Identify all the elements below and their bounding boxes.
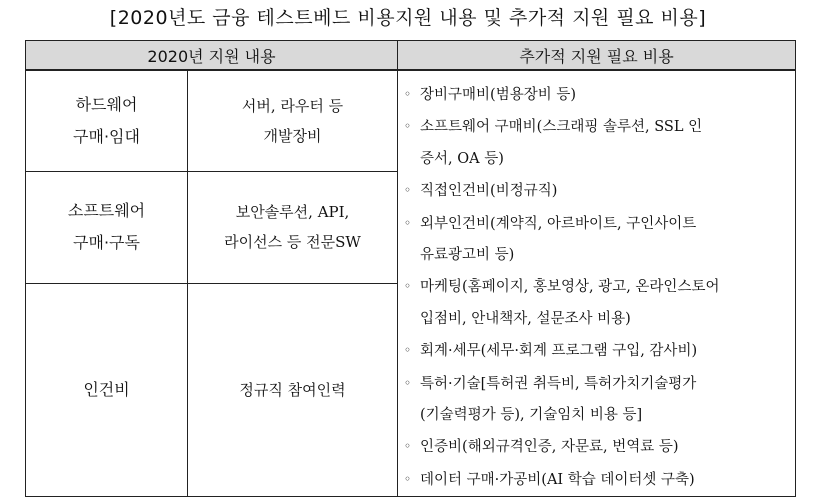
bullet-icon: ◦ [404, 279, 412, 294]
cost-item [404, 79, 795, 111]
bullet-icon: ◦ [404, 471, 412, 486]
bullet-icon: ◦ [404, 87, 412, 101]
cost-item-text: 입점비, 안내책자, 설문조사 비용) [420, 310, 631, 327]
bullet-icon: ◦ [404, 343, 412, 358]
cost-item-continuation [404, 144, 795, 175]
bullet-icon: ◦ [404, 375, 412, 390]
support-cost-table [25, 40, 796, 497]
bullet-icon: ◦ [404, 183, 412, 198]
detail-line: 보안솔루션, API, [235, 203, 350, 222]
detail-line: 개발장비 [263, 126, 322, 145]
cost-item-continuation [404, 304, 795, 335]
cost-item-continuation [404, 240, 795, 271]
cost-item [404, 368, 795, 400]
cost-item-text: 소프트웨어 구매비(스크래핑 솔루션, SSL 인 [420, 119, 703, 136]
header-2020-support: 2020년 지원 내용 [26, 41, 398, 71]
category-line: 구매·구독 [73, 233, 140, 253]
cost-item-text: 회계·세무(세무·회계 프로그램 구입, 감사비) [420, 343, 698, 360]
detail-labor [188, 283, 398, 496]
cost-item [404, 208, 795, 240]
detail-line: 라이선스 등 전문SW [224, 233, 361, 252]
cost-item-text: 특허·기술[특허권 취득비, 특허가치기술평가 [420, 375, 697, 392]
category-line: 인건비 [83, 380, 130, 400]
cost-item [404, 431, 795, 463]
detail-software [188, 171, 398, 283]
table-row [26, 70, 796, 171]
cost-item-text: 외부인건비(계약직, 아르바이트, 구인사이트 [420, 215, 697, 232]
cost-item [404, 464, 795, 496]
category-line: 하드웨어 [75, 94, 138, 114]
cost-item-text: 유료광고비 등) [420, 247, 515, 264]
cost-item [404, 271, 795, 303]
bullet-icon: ◦ [404, 439, 412, 454]
detail-line: 서버, 라우터 등 [241, 96, 344, 115]
cost-item-text: 데이터 구매·가공비(AI 학습 데이터셋 구축) [420, 471, 695, 488]
category-labor [26, 283, 188, 496]
additional-costs-cell [398, 70, 796, 497]
cost-item [404, 175, 795, 207]
cost-item [404, 111, 795, 143]
cost-item-text: 직접인건비(비정규직) [420, 183, 558, 200]
detail-hardware [188, 70, 398, 171]
detail-line: 정규직 참여인력 [239, 381, 346, 400]
cost-item-text: 마케팅(홈페이지, 홍보영상, 광고, 온라인스토어 [420, 279, 720, 296]
category-line: 소프트웨어 [67, 201, 146, 221]
document-title: [2020년도 금융 테스트베드 비용지원 내용 및 추가적 지원 필요 비용] [109, 7, 707, 29]
table-header-row [26, 41, 796, 71]
bullet-icon: ◦ [404, 119, 412, 134]
cost-item-text: 증서, OA 등) [420, 150, 504, 167]
header-additional-costs: 추가적 지원 필요 비용 [398, 41, 796, 71]
cost-item-text: 장비구매비(범용장비 등) [420, 87, 577, 103]
category-line: 구매·임대 [73, 126, 140, 146]
bullet-icon: ◦ [404, 215, 412, 230]
cost-item-text: (기술력평가 등), 기술임치 비용 등] [420, 407, 643, 424]
cost-list [404, 79, 795, 496]
cost-item-continuation [404, 400, 795, 431]
category-hardware [26, 70, 188, 171]
category-software [26, 171, 188, 283]
cost-item [404, 335, 795, 367]
cost-item-text: 인증비(해외규격인증, 자문료, 번역료 등) [420, 439, 679, 456]
